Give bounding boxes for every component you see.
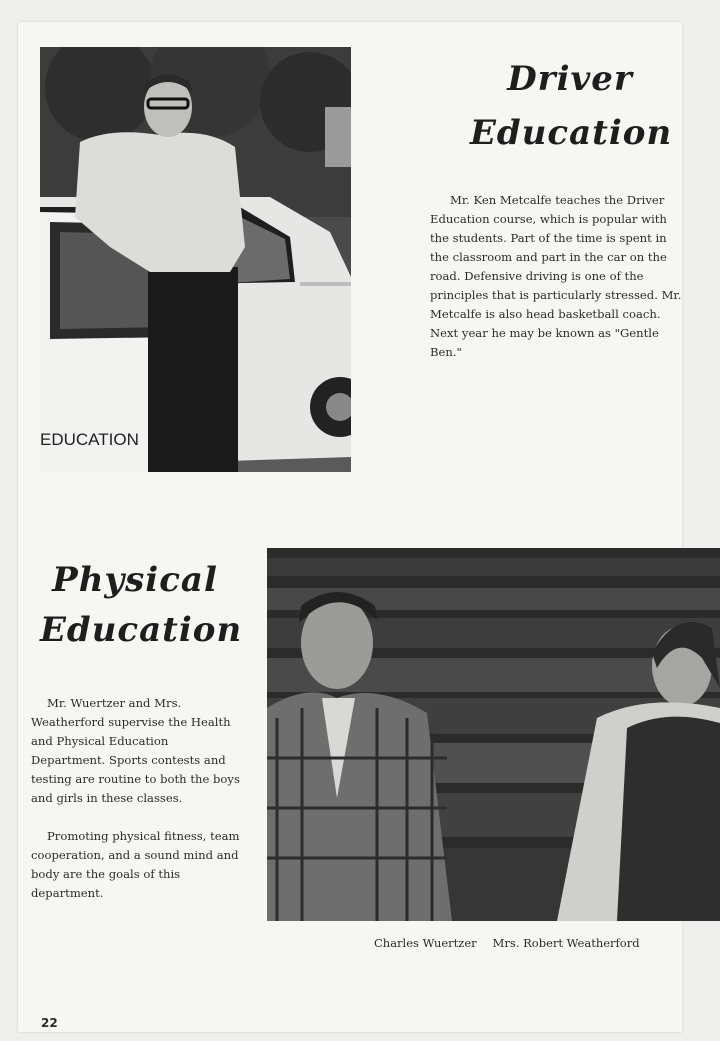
driver-education-photo (40, 47, 351, 472)
driver-photo-illustration (40, 47, 351, 472)
car-door-text: EDUCATION (40, 430, 139, 449)
driver-education-text (430, 191, 682, 362)
physical-education-text (31, 694, 245, 922)
pe-photo-illustration (267, 548, 720, 921)
pe-paragraph-1: Mr. Wuertzer and Mrs. Weatherford supervise the Health and Physical Education Department. Sports contests and testing are routine to both the boys and girls in these classes. (31, 696, 240, 805)
driver-paragraph: Mr. Ken Metcalfe teaches the Driver Education course, which is popular with the students. Part of the time is spent in the classroom and part in the car on the road. Defensive driving is one of the principles that is particularly stressed. Mr. Metcalfe is also head basketball coach. Next year he may be known as "Gentle Ben." (430, 193, 682, 359)
pe-heading-line1: Physical (52, 560, 218, 600)
pe-heading-line2: Education (40, 609, 243, 650)
page-number: 22 (41, 1016, 58, 1030)
pe-paragraph-2: Promoting physical fitness, team cooperation, and a sound mind and body are the goals of this department. (31, 829, 240, 900)
caption-wuertzer: Charles Wuertzer (374, 936, 477, 950)
physical-education-photo (267, 548, 720, 921)
driver-education-heading (470, 59, 673, 153)
photo-captions (374, 936, 640, 950)
driver-heading-line2: Education (470, 112, 673, 153)
caption-weatherford: Mrs. Robert Weatherford (492, 936, 640, 950)
physical-education-heading (40, 560, 243, 650)
driver-heading-line1: Driver (507, 59, 633, 99)
